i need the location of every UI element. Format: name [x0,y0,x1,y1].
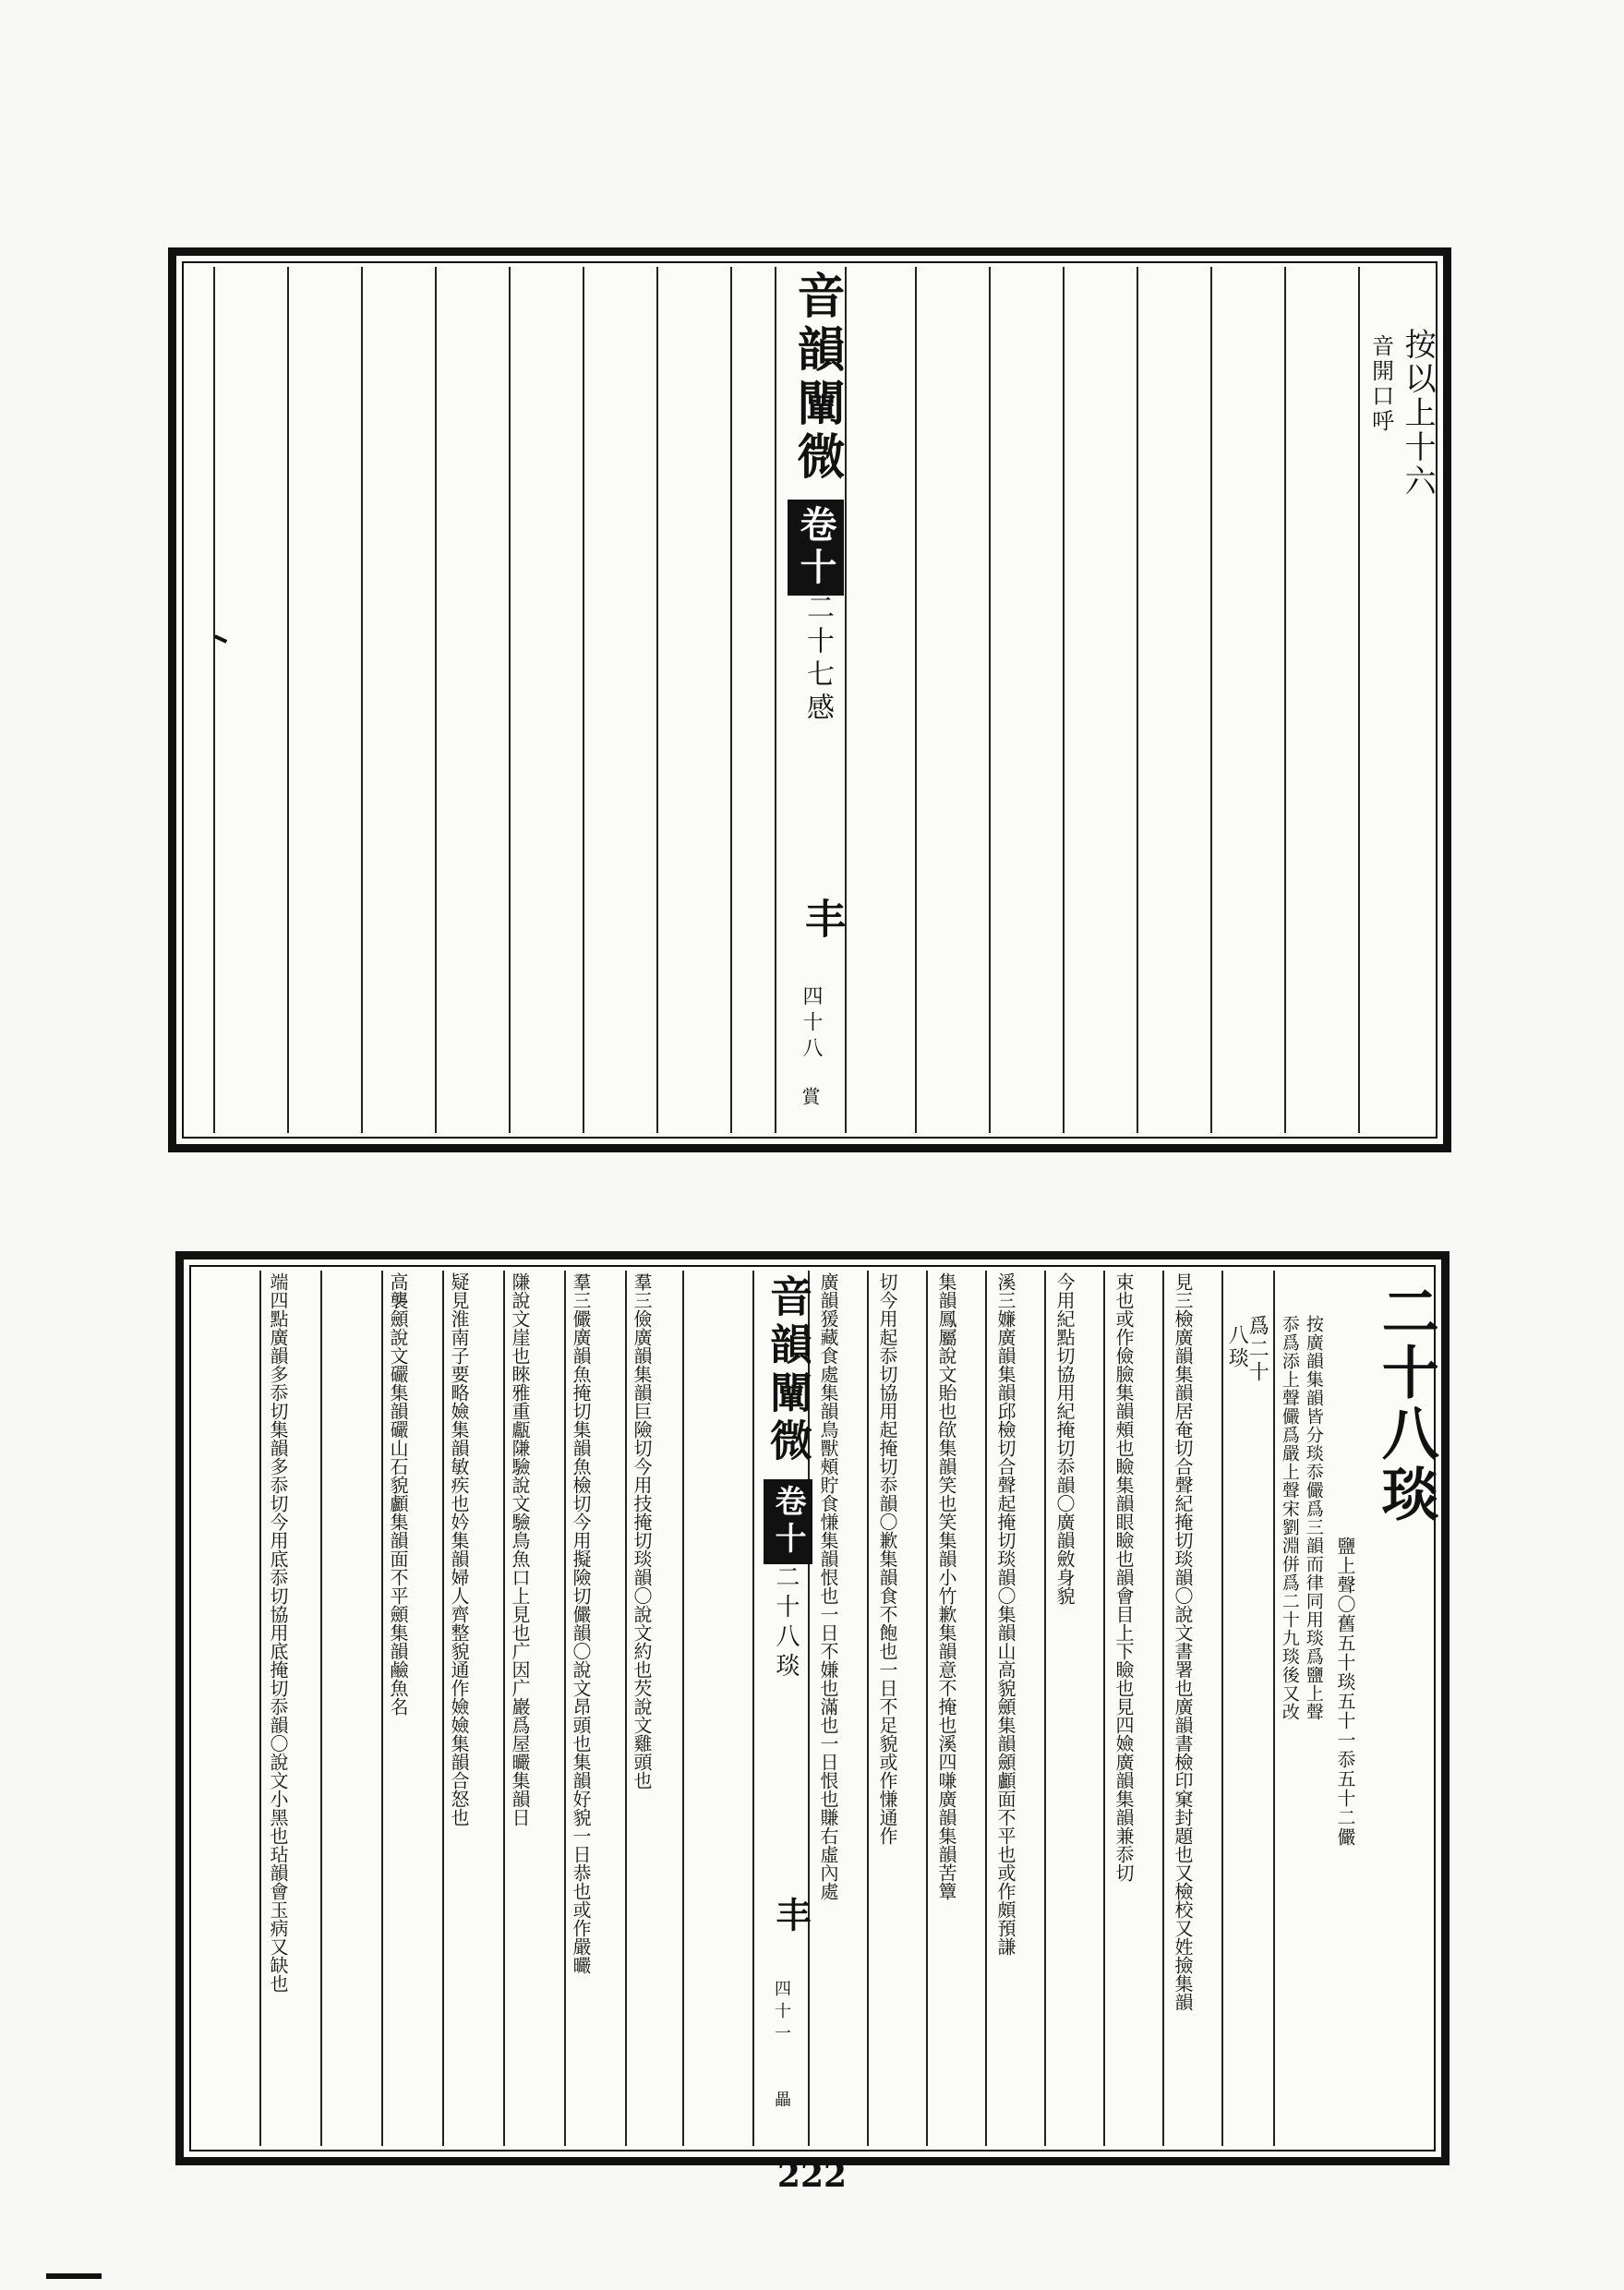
column-rule [985,1271,987,2146]
entry-column: 疑見淮南子要略嬐集韻敏疾也妗集韻婦人齊整貌通作嬐嬐集韻合怒也 [448,1272,470,1826]
entry-column: 束也或作儉臉集韻頰也瞼集韻眼瞼也韻會目上下瞼也見四嬐廣韻集韻兼忝切 [1113,1272,1135,1882]
column-rule [1162,1271,1164,2146]
bottom-spine-leaf: 丰 [770,1897,812,1937]
spine-rule-right [752,1271,754,2146]
column-rule [381,1271,383,2146]
column-rule [503,1271,505,2146]
commentary-line-1: 按廣韻集韻皆分琰忝儼爲三韻而律同用琰爲鹽上聲 [1303,1315,1324,1721]
entry-column: 高襲顩說文礹集韻礹山石貌顱集韻面不平顩集韻鹼魚名 [387,1272,409,1716]
bottom-spine-title: 音韻闡微 [764,1274,813,1466]
column-rule [1063,267,1065,1133]
top-spine-footer: 賞 [799,1087,821,1111]
bottom-spine-leaf-number: 四十一 [772,1980,791,2046]
column-rule [1358,267,1360,1133]
column-rule [442,1271,444,2146]
bottom-spine-section: 二十八琰 [772,1564,800,1682]
column-rule [1273,1271,1275,2146]
commentary-line-3: 爲二十 [1245,1315,1269,1384]
column-rule [259,1271,261,2146]
column-rule [361,267,363,1133]
top-spine-volume: 卷十 [788,494,844,601]
column-rule [926,1271,928,2146]
top-spine-title: 音韻闡微 [788,271,845,485]
top-page-frame [168,247,1451,1152]
column-rule [213,267,215,1133]
column-rule [583,267,584,1133]
top-spine-leaf-number: 四十八 [800,985,823,1063]
entry-column: 今用紀點切協用紀掩切忝韻〇廣韻斂身貌 [1053,1272,1076,1605]
column-rule [1210,267,1212,1133]
column-rule [915,267,917,1133]
column-rule [320,1271,322,2146]
spine-rule-left [775,267,776,1133]
column-rule [435,267,437,1133]
column-rule [1221,1271,1223,2146]
column-rule [1137,267,1138,1133]
column-rule [509,267,511,1133]
commentary-line-2: 忝爲添上聲儼爲嚴上聲宋劉淵併爲二十九琰後又改 [1279,1315,1300,1721]
bottom-spine-footer: 畾 [772,2091,791,2113]
bottom-page-frame [175,1251,1450,2165]
column-rule [730,267,732,1133]
column-rule [656,267,658,1133]
column-rule [1044,1271,1046,2146]
rhyme-heading: 二十八琰 [1372,1282,1440,1525]
column-rule [287,267,289,1133]
entry-column: 羣三儉廣韻集韻巨險切今用技掩切琰韻〇說文約也芡說文雞頭也 [631,1272,653,1790]
column-rule [1284,267,1286,1133]
top-spine-section: 二十七感 [801,593,834,726]
entry-column: 溪三嬚廣韻集韻邱檢切合聲起掩切琰韻〇集韻山高貌顩集韻顩顱面不平也或作頗預謙 [994,1272,1017,1956]
column-rule [682,1271,684,2146]
top-note-line-1: 按以上十六 [1399,328,1437,499]
entry-column: 見三檢廣韻集韻居奄切合聲紀掩切琰韻〇說文書署也廣韻書檢印窠封題也又檢校又姓撿集韻 [1172,1272,1194,2011]
entry-column: 端四點廣韻多忝切集韻多忝切今用底忝切協用底掩切忝韻〇說文小黑也玷韻會玉病又缺也 [267,1272,289,1993]
column-rule [1103,1271,1105,2146]
rhyme-heading-note: 鹽上聲〇舊五十琰五十一忝五十二儼 [1334,1537,1356,1847]
entry-column: 隒說文崖也睞雅重甗隒驗說文驗鳥魚口上見也广因广巖爲屋曮集韻日 [509,1272,531,1826]
entry-column: 集韻鳳屬說文貽也欿集韻笑也笑集韻小竹歉集韻意不掩也溪四嗛廣韻集韻苦簟 [935,1272,957,1900]
column-rule [625,1271,627,2146]
top-spine-leaf: 丰 [798,898,845,944]
commentary-line-4: 八琰 [1225,1324,1249,1370]
page-number: 222 [776,2156,848,2195]
entry-column: 切今用起忝切協用起掩切忝韻〇歉集韻食不飽也一日不足貌或作慊通作 [876,1272,898,1845]
entry-column: 廣韻猨藏食處集韻鳥獸頰貯食慊集韻恨也一日不嫌也滿也一日恨也賺右虛內處 [817,1272,839,1900]
scan-speck [46,2273,102,2279]
bottom-spine-volume: 卷十 [764,1474,812,1570]
entry-column: 羣三儼廣韻魚掩切集韻魚檢切今用擬險切儼韻〇說文昂頭也集韻好貌一日恭也或作嚴曮 [570,1272,592,1974]
column-rule [867,1271,869,2146]
column-rule [564,1271,566,2146]
column-rule [989,267,991,1133]
top-note-line-2: 音開口呼 [1367,334,1394,434]
